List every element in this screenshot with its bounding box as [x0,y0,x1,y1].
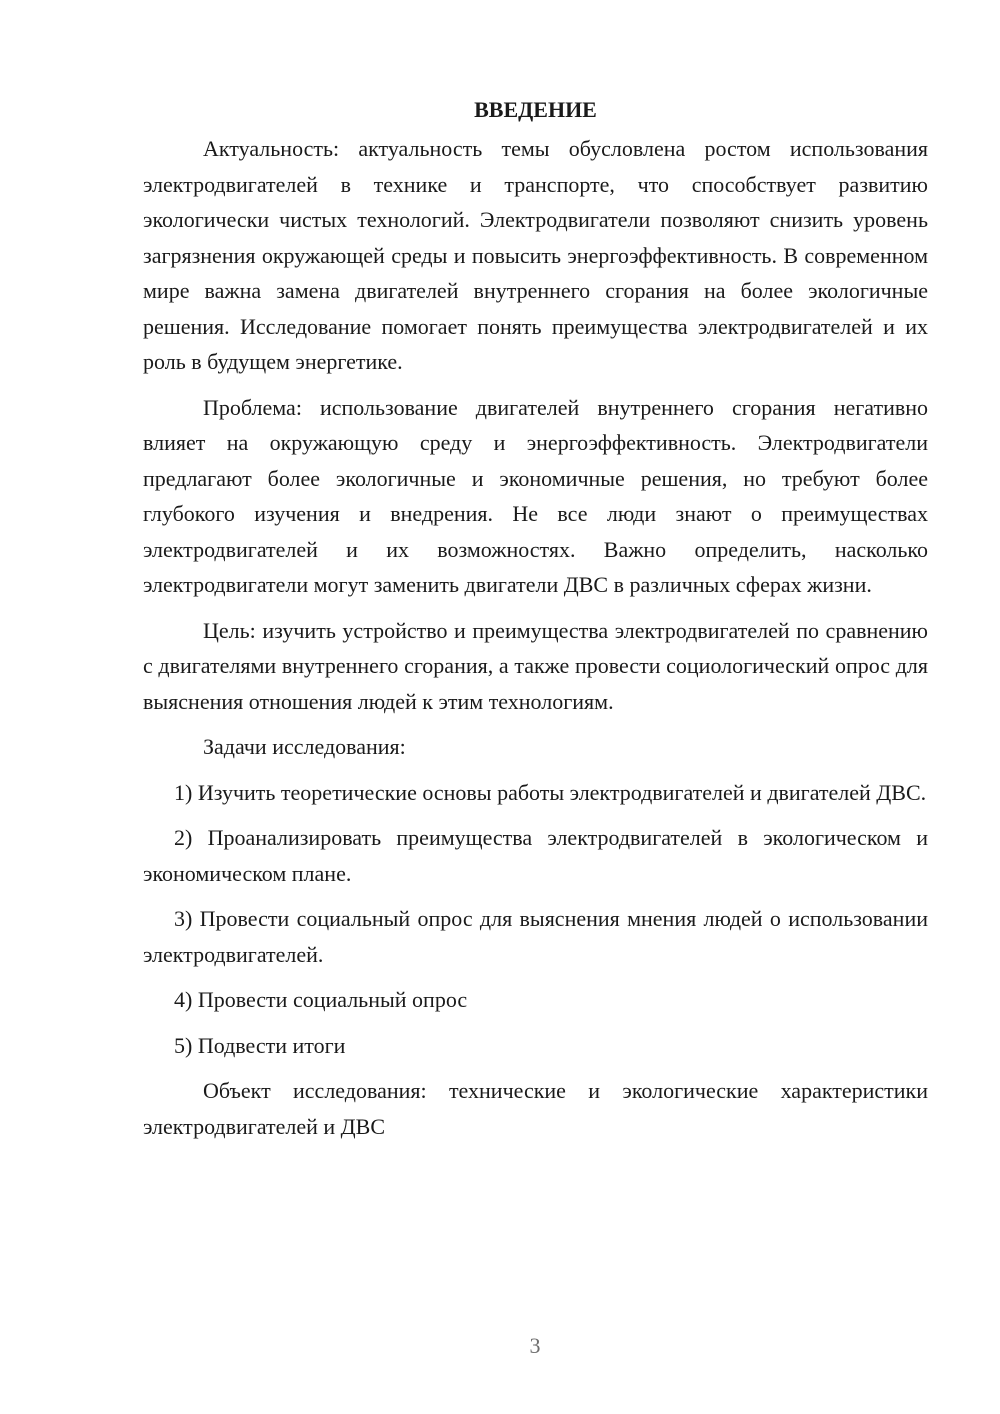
task-item-5: 5) Подвести итоги [174,1032,346,1058]
paragraph-relevance: Актуальность: актуальность темы обусловлена ростом использования электродвигателей в технике и транспорте, что способствует развитию экологически чистых технологий. Электродвигатели позволяют снизить уровень загрязнения окружающей среды и повысить энергоэффективность. В современном мире важна замена двигателей внутреннего сгорания на более экологичные решения. Исследование помогает понять преимущества электродвигателей и их роль в будущем энергетике. [143,136,928,374]
tasks-title: Задачи исследования: [203,734,406,759]
page-heading: ВВЕДЕНИЕ [474,97,597,122]
task-item-1: 1) Изучить теоретические основы работы электродвигателей и двигателей ДВС. [174,779,927,805]
paragraph-problem: Проблема: использование двигателей внутреннего сгорания негативно влияет на окружающую среду и энергоэффективность. Электродвигатели предлагают более экологичные и экономичные решения, но требуют более глубокого изучения и внедрения. Не все люди знают о преимуществах электродвигателей и их возможностях. Важно определить, насколько электродвигатели могут заменить двигатели ДВС в различных сферах жизни. [143,394,928,597]
task-item-2: 2) Проанализировать преимущества электродвигателей в экологическом и экономическом плане. [143,825,928,886]
task-item-4: 4) Провести социальный опрос [174,987,468,1012]
page-content [143,92,928,1144]
paragraph-goal: Цель: изучить устройство и преимущества электродвигателей по сравнению с двигателями внутреннего сгорания, а также провести социологический опрос для выяснения отношения людей к этим технологиям. [143,617,928,714]
page-number: 3 [529,1333,541,1358]
paragraph-object: Объект исследования: технические и экологические характеристики электродвигателей и ДВС [143,1078,928,1139]
task-item-3: 3) Провести социальный опрос для выяснения мнения людей о использовании электродвигателей. [143,906,928,967]
